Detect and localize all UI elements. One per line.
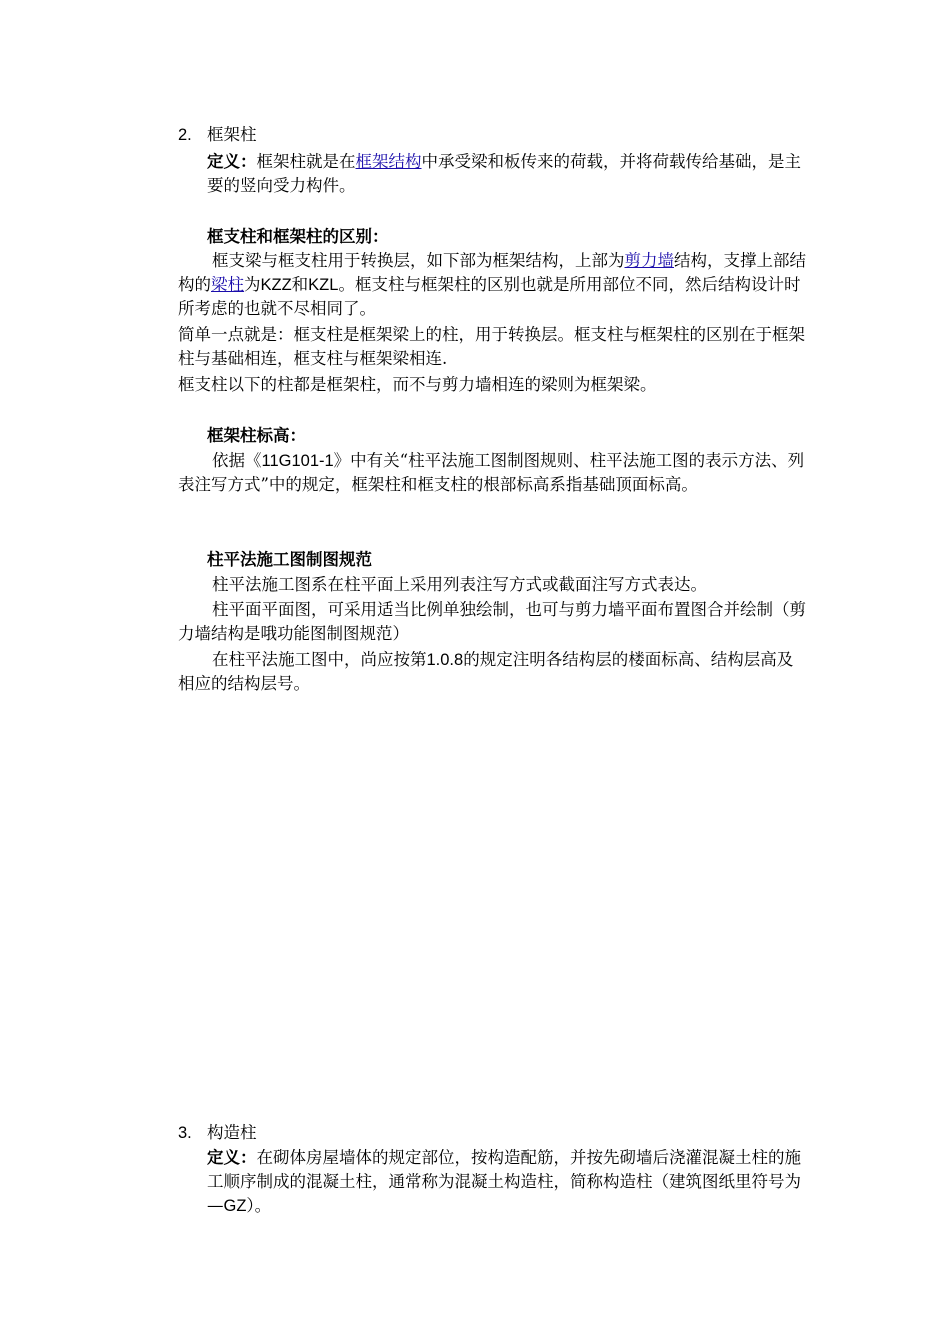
spec-heading: [207, 548, 808, 572]
section-2-definition: [207, 150, 808, 198]
section-2-number: 2.: [178, 126, 192, 144]
diff-heading: [207, 225, 808, 249]
definition-label: 定义：: [207, 152, 257, 171]
elevation-text: 依据《: [212, 451, 262, 470]
diff-p1-text-5: 。框支柱与框架柱的区别也就是所用部位不同，然后结构设计时所考虑的也就不尽相同了。: [178, 275, 801, 318]
code-kzz: KZZ: [260, 276, 292, 294]
section-2-title: 框架柱: [207, 125, 257, 144]
section-3-number: 3.: [178, 1124, 192, 1142]
diff-paragraph-2: 简单一点就是：框支柱是框架梁上的柱，用于转换层。框支柱与框架柱的区别在于框架柱与基础相连，框支柱与框架梁相连.: [178, 325, 805, 368]
definition-3-text-2: ）。: [246, 1196, 272, 1215]
diff-p1-text: 框支梁与框支柱用于转换层，如下部为框架结构，上部为: [212, 251, 625, 270]
spec-p2-text: 柱平面平面图，可采用适当比例单独绘制，也可与剪力墙平面布置图合并绘制（剪力墙结构是哦功能图制图规范）: [178, 600, 806, 643]
section-3-title: 构造柱: [207, 1123, 257, 1142]
diff-p1-text-4: 和: [291, 275, 309, 294]
link-shear-wall[interactable]: 剪力墙: [624, 251, 674, 270]
diff-p1-text-3: 为: [244, 275, 261, 294]
elevation-paragraph: [178, 449, 808, 497]
code-gz: GZ: [223, 1197, 247, 1215]
link-frame-structure[interactable]: 框架结构: [355, 152, 422, 171]
diff-p1-text-2: 结构，支撑上部结构的: [178, 251, 806, 294]
diff-paragraph-3: 框支柱以下的柱都是框架柱，而不与剪力墙相连的梁则为框架梁。: [178, 375, 657, 394]
section-3-definition: [207, 1146, 808, 1218]
spec-paragraph-1: [178, 573, 808, 597]
section-2-heading: [178, 123, 808, 147]
diff-paragraph-1: [178, 249, 808, 321]
spec-heading-text: 柱平法施工图制图规范: [207, 550, 372, 569]
spec-paragraph-2: [178, 598, 808, 646]
code-108: 1.0.8: [426, 651, 464, 669]
spec-paragraph-3: [178, 648, 808, 696]
elevation-heading-text: 框架柱标高：: [207, 426, 306, 445]
section-3-heading: [178, 1121, 808, 1145]
definition-3-text: 在砌体房屋墙体的规定部位，按构造配筋，并按先砌墙后浇灌混凝土柱的施工顺序制成的混凝土柱，通常称为混凝土构造柱，简称构造柱（建筑图纸里符号为—: [207, 1148, 801, 1215]
spec-p3-text-2: 的规定注明各结构层的楼面标高、结构层高及相应的结构层号。: [178, 650, 794, 693]
definition-text: 框架柱就是在: [256, 152, 356, 171]
spec-p1-text: 柱平法施工图系在柱平面上采用列表注写方式或截面注写方式表达。: [212, 575, 707, 594]
elevation-heading: [207, 424, 808, 448]
definition-label-3: 定义：: [207, 1148, 257, 1167]
diff-heading-text: 框支柱和框架柱的区别：: [207, 227, 389, 246]
code-11g101: 11G101-1: [261, 452, 334, 470]
definition-text-cont: 中承受梁和板传来的荷载，并将荷载传给基础，是主要的竖向受力构件。: [207, 152, 801, 195]
elevation-text-2: 》中有关“柱平法施工图制图规则、柱平法施工图的表示方法、列表注写方式”中的规定，框架柱和框支柱的根部标高系指基础顶面标高。: [178, 451, 805, 494]
code-kzl: KZL: [308, 276, 339, 294]
link-beam-column[interactable]: 梁柱: [211, 275, 244, 294]
spec-p3-text: 在柱平法施工图中，尚应按第: [212, 650, 427, 669]
